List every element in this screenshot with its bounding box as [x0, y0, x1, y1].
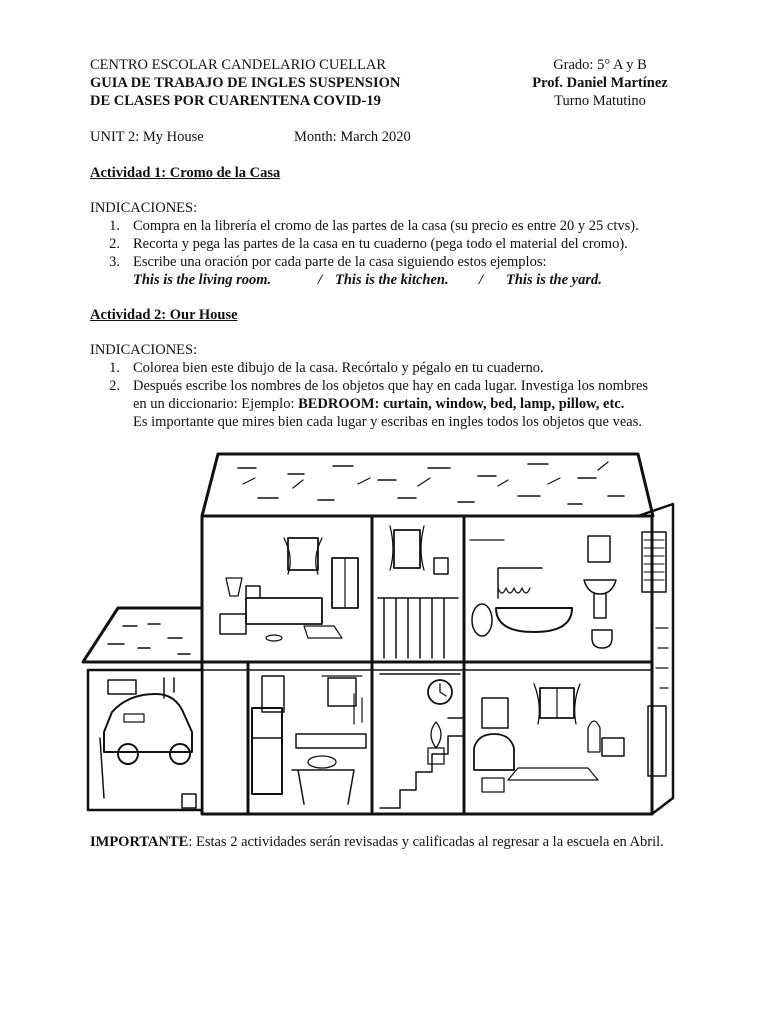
example-separator: / — [318, 272, 323, 288]
important-text: : Estas 2 actividades serán revisadas y calificadas al regresar a la escuela en Abril. — [188, 834, 664, 850]
item-text: Después escribe los nombres de los objetos que hay en cada lugar. Investiga los nombres — [133, 378, 649, 394]
important-note — [90, 833, 664, 851]
house-frame — [202, 516, 652, 814]
grade-label: Grado: 5° A y B — [553, 57, 647, 73]
important-label: IMPORTANTE — [90, 834, 189, 850]
month-label: Month: March 2020 — [294, 129, 411, 145]
school-name: CENTRO ESCOLAR CANDELARIO CUELLAR — [90, 57, 387, 73]
item-number: 3. — [109, 254, 120, 270]
garage-roof — [83, 608, 202, 662]
shift-label: Turno Matutino — [554, 93, 646, 109]
item-text: Compra en la librería el cromo de las partes de la casa (su precio es entre 20 y 25 ctvs). — [133, 218, 639, 234]
main-roof — [202, 454, 653, 516]
bedroom-example: BEDROOM: curtain, window, bed, lamp, pillow, etc. — [298, 396, 625, 412]
unit-label: UNIT 2: My House — [90, 129, 204, 145]
guide-title-line2: DE CLASES POR CUARENTENA COVID-19 — [90, 93, 381, 109]
example-kitchen: This is the kitchen. — [335, 272, 449, 288]
item-text: en un diccionario: Ejemplo: — [133, 396, 299, 412]
activity1-heading: INDICACIONES: — [90, 200, 198, 216]
example-yard: This is the yard. — [506, 272, 602, 288]
item-number: 1. — [109, 218, 120, 234]
house-cutaway-illustration — [78, 448, 678, 820]
example-living-room: This is the living room. — [133, 272, 272, 288]
activity2-heading: INDICACIONES: — [90, 342, 198, 358]
activity2-item-2-line2 — [133, 395, 624, 413]
item-text: Colorea bien este dibujo de la casa. Recórtalo y pégalo en tu cuaderno. — [133, 360, 544, 376]
item-text: Recorta y pega las partes de la casa en tu cuaderno (pega todo el material del cromo). — [133, 236, 628, 252]
teacher-name: Prof. Daniel Martínez — [532, 75, 668, 91]
item-text: Escribe una oración por cada parte de la casa siguiendo estos ejemplos: — [133, 254, 547, 270]
item-number: 2. — [109, 378, 120, 394]
activity1-title: Actividad 1: Cromo de la Casa — [90, 165, 281, 181]
example-separator: / — [479, 272, 484, 288]
activity2-title: Actividad 2: Our House — [90, 307, 238, 323]
item-number: 2. — [109, 236, 120, 252]
activity2-item-2-line3: Es importante que mires bien cada lugar y escribas en ingles todos los objetos que veas. — [133, 414, 642, 430]
item-number: 1. — [109, 360, 120, 376]
garage-room — [88, 670, 202, 810]
guide-title-line1: GUIA DE TRABAJO DE INGLES SUSPENSION — [90, 75, 401, 91]
